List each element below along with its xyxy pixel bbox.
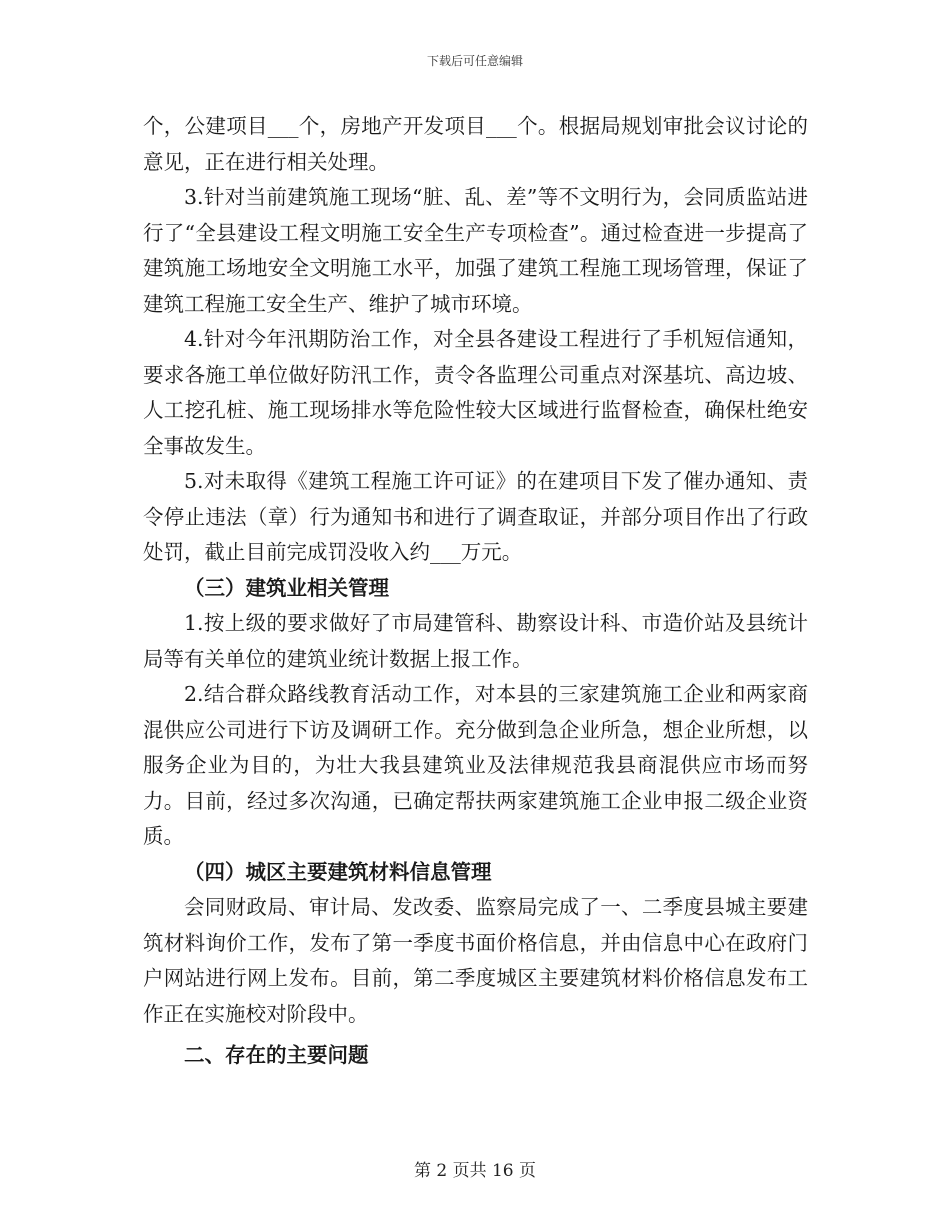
paragraph: 2.结合群众路线教育活动工作，对本县的三家建筑施工企业和两家商混供应公司进行下访及调研工作。充分做到急企业所急，想企业所想，以服务企业为目的，为壮大我县建筑业及法律规范我县商混供应市场而努力。目前，经过多次沟通，已确定帮扶两家建筑施工企业申报二级企业资质。 bbox=[143, 682, 808, 848]
paragraph: 会同财政局、审计局、发改委、监察局完成了一、二季度县城主要建筑材料询价工作，发布了第一季度书面价格信息，并由信息中心在政府门户网站进行网上发布。目前，第二季度城区主要建筑材料价格信息发布工作正在实施校对阶段中。 bbox=[143, 895, 808, 1026]
paragraph: 5.对未取得《建筑工程施工许可证》的在建项目下发了催办通知、责令停止违法（章）行为通知书和进行了调查取证，并部分项目作出了行政处罚，截止目前完成罚没收入约___万元。 bbox=[143, 469, 808, 564]
section-heading: （三）建筑业相关管理 bbox=[184, 575, 389, 600]
section-heading: 二、存在的主要问题 bbox=[184, 1043, 369, 1067]
document-body bbox=[143, 109, 808, 1074]
page-header: 下载后可任意编辑 bbox=[426, 54, 523, 68]
paragraph: 个，公建项目___个，房地产开发项目___个。根据局规划审批会议讨论的意见，正在进行相关处理。 bbox=[143, 114, 808, 174]
section-heading: （四）城区主要建筑材料信息管理 bbox=[184, 859, 492, 884]
paragraph: 1.按上级的要求做好了市局建管科、勘察设计科、市造价站及县统计局等有关单位的建筑业统计数据上报工作。 bbox=[143, 611, 808, 671]
paragraph: 3.针对当前建筑施工现场“脏、乱、差”等不文明行为，会同质监站进行了“全县建设工程文明施工安全生产专项检查”。通过检查进一步提高了建筑施工场地安全文明施工水平，加强了建筑工程施工现场管理，保证了建筑工程施工安全生产、维护了城市环境。 bbox=[143, 185, 808, 316]
paragraph: 4.针对今年汛期防治工作，对全县各建设工程进行了手机短信通知，要求各施工单位做好防汛工作，责令各监理公司重点对深基坑、高边坡、人工挖孔桩、施工现场排水等危险性较大区域进行监督检查，确保杜绝安全事故发生。 bbox=[143, 327, 808, 458]
page-footer: 第 2 页共 16 页 bbox=[413, 1161, 537, 1181]
